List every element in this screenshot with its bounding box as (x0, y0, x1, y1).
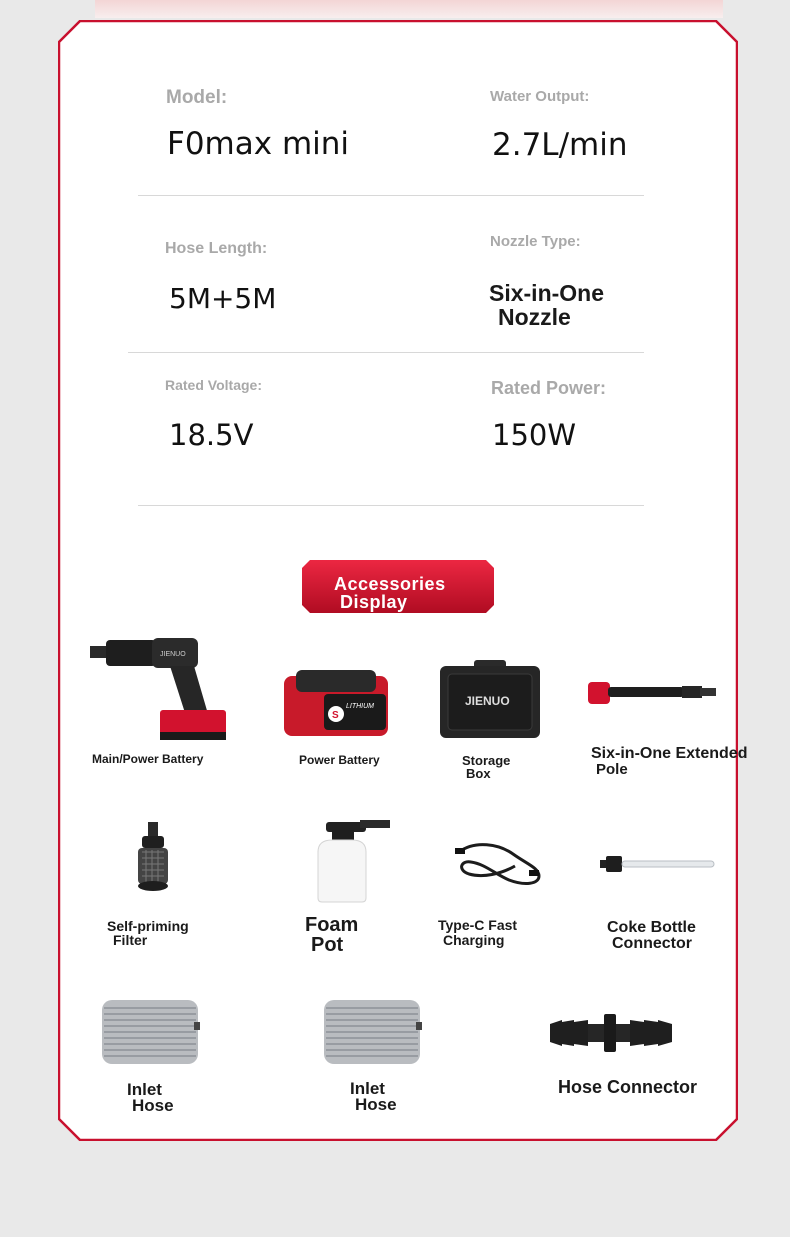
filter-image (134, 822, 172, 892)
rated-voltage-value: 18.5V (169, 418, 254, 452)
caption-inlet2-line1: Inlet (350, 1079, 385, 1098)
nozzle-type-label: Nozzle Type: (490, 233, 581, 250)
caption-filter-line2: Filter (113, 932, 148, 948)
rated-voltage-label: Rated Voltage: (165, 377, 262, 393)
storage-case-image (438, 660, 542, 740)
inlet-hose-image-2 (322, 994, 424, 1066)
hose-connector-image (548, 1012, 674, 1054)
caption-inlet1-line1: Inlet (127, 1080, 162, 1099)
caption-charging-line1: Type-C Fast (438, 917, 518, 933)
battery-pack-image (282, 670, 390, 740)
charging-cable-image (455, 840, 543, 888)
top-strip (95, 0, 723, 18)
caption-inlet2-line2: Hose (355, 1095, 397, 1114)
caption-inlet1-line2: Hose (132, 1096, 174, 1115)
caption-filter-line1: Self-priming (107, 918, 189, 934)
pressure-washer-gun-image (90, 636, 230, 742)
accessories-title-line1: Accessories (334, 574, 446, 594)
hose-length-value: 5M+5M (169, 282, 277, 315)
caption-hose-connector: Hose Connector (558, 1077, 698, 1097)
caption-main-battery: Main/Power Battery (92, 752, 204, 766)
svg-text:JIENUO: JIENUO (160, 651, 186, 658)
water-output-value: 2.7L/min (492, 127, 628, 163)
divider (138, 195, 644, 196)
accessories-title-line2: Display (340, 592, 408, 612)
caption-pole-line1: Six-in-One Extended (591, 745, 748, 762)
caption-foam-line2: Pot (311, 934, 344, 956)
caption-coke-line1: Coke Bottle (607, 919, 696, 936)
coke-bottle-connector-image (600, 852, 716, 878)
accessories-badge (302, 560, 494, 613)
caption-charging-line2: Charging (443, 932, 505, 948)
svg-text:LITHIUM: LITHIUM (346, 703, 374, 710)
rated-power-value: 150W (492, 418, 577, 452)
water-output-label: Water Output: (490, 88, 590, 105)
hose-length-label: Hose Length: (165, 240, 268, 257)
rated-power-label: Rated Power: (491, 378, 607, 398)
foam-pot-image (312, 818, 392, 904)
caption-power-battery: Power Battery (299, 753, 380, 767)
nozzle-type-value-line2: Nozzle (498, 304, 571, 330)
case-brand-text: JIENUO (465, 694, 510, 708)
divider (128, 352, 644, 353)
caption-foam-line1: Foam (305, 914, 359, 936)
caption-coke-line2: Connector (612, 935, 692, 952)
svg-text:S: S (332, 710, 339, 721)
model-value: F0max mini (167, 126, 350, 162)
caption-storage-line2: Box (466, 766, 491, 781)
extended-pole-image (588, 678, 718, 708)
divider (138, 505, 644, 506)
caption-pole-line2: Pole (596, 761, 628, 778)
model-label: Model: (166, 87, 228, 108)
nozzle-type-value-line1: Six-in-One (489, 280, 605, 306)
inlet-hose-image-1 (100, 994, 202, 1066)
caption-storage-line1: Storage (462, 753, 511, 768)
